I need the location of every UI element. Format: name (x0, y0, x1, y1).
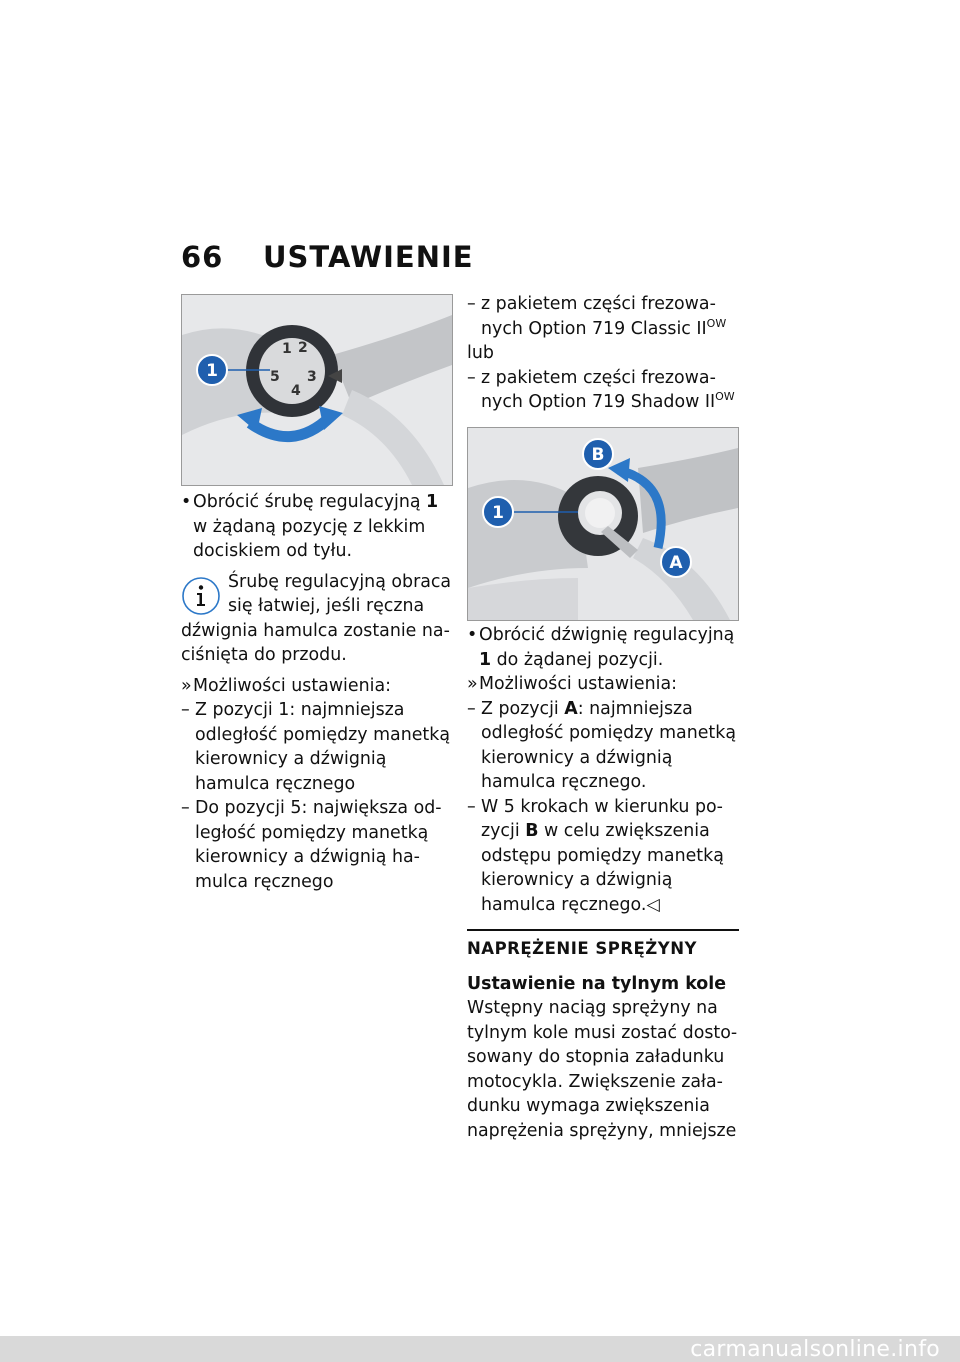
note-text-1: Śrubę regulacyjną obraca się łatwiej, jeśli ręczna (228, 571, 452, 616)
ref-1: 1 (426, 492, 439, 512)
end-of-section-icon: ◁ (646, 894, 660, 915)
result-options: » Możliwości ustawienia: (181, 675, 391, 696)
package-shadow: – z pakietem części frezowanych Option 719 Shadow $II^{OW}$ (467, 367, 735, 412)
section-divider (467, 929, 739, 931)
page-title: USTAWIENIE (263, 240, 474, 274)
footer-bar (0, 1336, 960, 1362)
step-turn-screw: • Obrócić śrubę regulacyjną 1 w żądaną pozycję z lekkim dociskiem od tyłu. (181, 492, 439, 561)
step-turn-lever: • Obrócić dźwignię regulacyjną 1 do żądanej pozycji. (467, 625, 735, 670)
watermark: carmanualsonline.info (690, 1337, 940, 1362)
dial-mark-4: 4 (291, 383, 301, 399)
option-towards-b: – W 5 krokach w kierunku pozycji B w celu zwiększenia odstępu pomiędzy manetką kierownicy a dźwignią hamulca ręcznego.◁ (467, 796, 724, 915)
adjuster-lever-illustration (468, 428, 738, 620)
dial-mark-3: 3 (307, 369, 317, 385)
callout-1: 1 (206, 361, 218, 381)
column-right-top (467, 292, 739, 415)
column-right-bottom (467, 623, 739, 1143)
dial-mark-1: 1 (282, 341, 292, 357)
page-number: 66 (181, 240, 224, 274)
adjuster-screw-illustration (182, 295, 452, 485)
info-note (181, 570, 453, 668)
option-position-1: – Z pozycji 1: najmniejsza odległość pomiędzy manetką kierownicy a dźwignią hamulca ręcznego (181, 700, 450, 794)
figure-adjuster-screw (181, 294, 453, 486)
ref-b: B (525, 821, 539, 841)
ref-a: A (564, 698, 578, 719)
figure-adjuster-lever (467, 427, 739, 621)
page-header (181, 240, 474, 274)
callout-a: A (669, 553, 683, 573)
ref-1: 1 (479, 649, 492, 670)
option-position-a: – Z pozycji A: najmniejsza odległość pomiędzy manetką kierownicy a dźwignią hamulca ręcznego. (467, 698, 736, 792)
dial-mark-2: 2 (298, 340, 308, 356)
info-icon (181, 576, 221, 616)
section-title: NAPRĘŻENIE SPRĘŻYNY (467, 939, 697, 958)
or-text: lub (467, 343, 494, 363)
result-options: » Możliwości ustawienia: (467, 674, 677, 694)
bullet-marker: • (181, 492, 192, 512)
callout-b: B (591, 445, 605, 465)
option-position-5: – Do pozycji 5: największa odległość pomiędzy manetką kierownicy a dźwignią hamulca ręcznego (181, 798, 442, 892)
body-text: Wstępny naciąg sprężyny na tylnym kole musi zostać dostosowany do stopnia załadunku motocykla. Zwiększenie załadunku wymaga zwiększenia naprężenia sprężyny, mniejsze (467, 998, 738, 1141)
note-text-2: dźwignia hamulca zostanie naciśnięta do przodu. (181, 620, 450, 665)
subsection-title: Ustawienie na tylnym kole (467, 973, 727, 994)
dial-mark-5: 5 (270, 369, 280, 385)
callout-1: 1 (492, 503, 504, 523)
package-classic: – z pakietem części frezowanych Option 719 Classic $II^{OW}$ (467, 294, 727, 339)
column-left (181, 490, 453, 894)
